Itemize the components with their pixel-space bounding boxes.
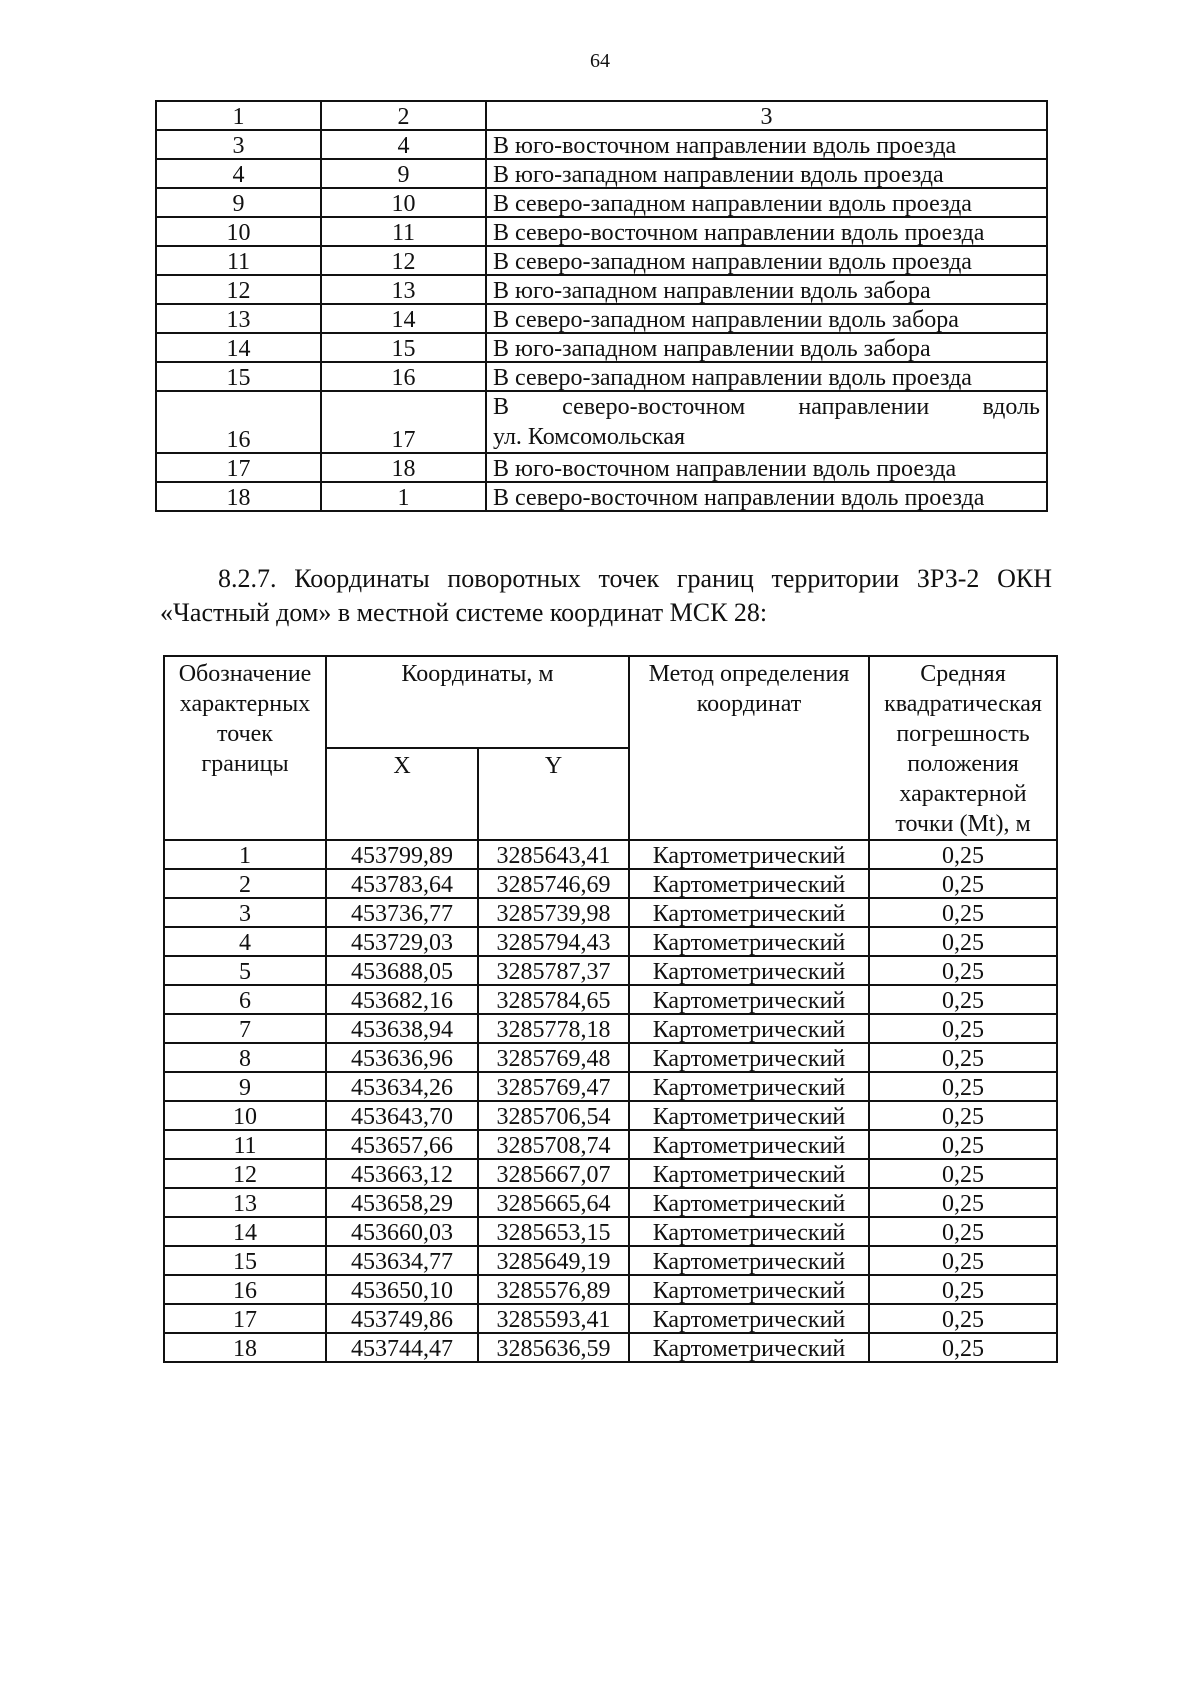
header-method: Метод определения координат	[629, 656, 869, 840]
y-coord: 3285593,41	[478, 1304, 629, 1333]
point-id: 18	[164, 1333, 326, 1362]
table-row	[156, 391, 1047, 453]
x-coord: 453744,47	[326, 1333, 478, 1362]
to-point: 16	[321, 362, 486, 391]
point-id: 1	[164, 840, 326, 869]
table-row	[156, 130, 1047, 159]
table-row	[164, 1246, 1057, 1275]
table-row	[164, 1043, 1057, 1072]
x-coord: 453799,89	[326, 840, 478, 869]
header-cell: 1	[156, 101, 321, 130]
description-line: В северо-восточном направлении вдоль	[493, 394, 1040, 420]
table-row	[156, 482, 1047, 511]
error: 0,25	[869, 869, 1057, 898]
x-coord: 453658,29	[326, 1188, 478, 1217]
x-coord: 453749,86	[326, 1304, 478, 1333]
point-id: 5	[164, 956, 326, 985]
y-coord: 3285653,15	[478, 1217, 629, 1246]
table-row	[156, 304, 1047, 333]
method: Картометрический	[629, 1333, 869, 1362]
error: 0,25	[869, 956, 1057, 985]
table-row	[164, 869, 1057, 898]
method: Картометрический	[629, 1275, 869, 1304]
table-row	[164, 1275, 1057, 1304]
method: Картометрический	[629, 1101, 869, 1130]
x-coord: 453634,26	[326, 1072, 478, 1101]
x-coord: 453638,94	[326, 1014, 478, 1043]
y-coord: 3285739,98	[478, 898, 629, 927]
from-point: 3	[156, 130, 321, 159]
y-coord: 3285769,47	[478, 1072, 629, 1101]
description: В юго-западном направлении вдоль проезда	[486, 159, 1047, 188]
point-id: 4	[164, 927, 326, 956]
point-id: 12	[164, 1159, 326, 1188]
method: Картометрический	[629, 1159, 869, 1188]
table-row	[156, 217, 1047, 246]
method: Картометрический	[629, 956, 869, 985]
table-row	[156, 188, 1047, 217]
to-point: 10	[321, 188, 486, 217]
point-id: 9	[164, 1072, 326, 1101]
point-id: 7	[164, 1014, 326, 1043]
y-coord: 3285769,48	[478, 1043, 629, 1072]
description: В юго-западном направлении вдоль забора	[486, 333, 1047, 362]
to-point: 14	[321, 304, 486, 333]
x-coord: 453636,96	[326, 1043, 478, 1072]
error: 0,25	[869, 840, 1057, 869]
table-row	[164, 840, 1057, 869]
table-row	[156, 333, 1047, 362]
point-id: 11	[164, 1130, 326, 1159]
method: Картометрический	[629, 1246, 869, 1275]
point-id: 15	[164, 1246, 326, 1275]
from-point: 14	[156, 333, 321, 362]
table-row	[164, 1333, 1057, 1362]
description: В северо-восточном направлении вдоль проезда	[486, 217, 1047, 246]
to-point: 18	[321, 453, 486, 482]
to-point: 17	[321, 391, 486, 453]
method: Картометрический	[629, 1188, 869, 1217]
header-error: Средняя квадратическая погрешность положения характерной точки (Mt), м	[869, 656, 1057, 840]
boundary-description-table	[155, 100, 1048, 512]
table-row	[164, 927, 1057, 956]
description: В северо-западном направлении вдоль проезда	[486, 362, 1047, 391]
table-row	[164, 1072, 1057, 1101]
description: В юго-восточном направлении вдоль проезда	[486, 453, 1047, 482]
x-coord: 453660,03	[326, 1217, 478, 1246]
to-point: 11	[321, 217, 486, 246]
point-id: 2	[164, 869, 326, 898]
y-coord: 3285649,19	[478, 1246, 629, 1275]
section-paragraph: 8.2.7. Координаты поворотных точек границ территории ЗРЗ-2 ОКН «Частный дом» в местной системе координат МСК 28:	[160, 564, 1052, 627]
y-coord: 3285794,43	[478, 927, 629, 956]
from-point: 12	[156, 275, 321, 304]
method: Картометрический	[629, 927, 869, 956]
method: Картометрический	[629, 869, 869, 898]
table-row	[156, 362, 1047, 391]
header-point: Обозначение характерных точек границы	[164, 656, 326, 840]
x-coord: 453663,12	[326, 1159, 478, 1188]
method: Картометрический	[629, 840, 869, 869]
to-point: 4	[321, 130, 486, 159]
x-coord: 453729,03	[326, 927, 478, 956]
error: 0,25	[869, 898, 1057, 927]
table-row	[164, 1130, 1057, 1159]
point-id: 17	[164, 1304, 326, 1333]
description: В юго-западном направлении вдоль забора	[486, 275, 1047, 304]
table-row	[156, 275, 1047, 304]
point-id: 10	[164, 1101, 326, 1130]
table-row	[164, 956, 1057, 985]
from-point: 18	[156, 482, 321, 511]
description: В северо-западном направлении вдоль забора	[486, 304, 1047, 333]
to-point: 15	[321, 333, 486, 362]
point-id: 3	[164, 898, 326, 927]
error: 0,25	[869, 1130, 1057, 1159]
method: Картометрический	[629, 985, 869, 1014]
description: В юго-восточном направлении вдоль проезда	[486, 130, 1047, 159]
from-point: 13	[156, 304, 321, 333]
point-id: 14	[164, 1217, 326, 1246]
point-id: 8	[164, 1043, 326, 1072]
error: 0,25	[869, 985, 1057, 1014]
x-coord: 453682,16	[326, 985, 478, 1014]
point-id: 16	[164, 1275, 326, 1304]
from-point: 9	[156, 188, 321, 217]
description-line: ул. Комсомольская	[493, 424, 686, 450]
y-coord: 3285576,89	[478, 1275, 629, 1304]
description: В северо-западном направлении вдоль проезда	[486, 188, 1047, 217]
x-coord: 453650,10	[326, 1275, 478, 1304]
table-row	[156, 246, 1047, 275]
error: 0,25	[869, 1246, 1057, 1275]
description	[486, 391, 1047, 453]
error: 0,25	[869, 1275, 1057, 1304]
error: 0,25	[869, 1188, 1057, 1217]
to-point: 13	[321, 275, 486, 304]
header-cell: 3	[486, 101, 1047, 130]
table-row	[156, 453, 1047, 482]
header-cell: 2	[321, 101, 486, 130]
table-row	[164, 985, 1057, 1014]
method: Картометрический	[629, 1043, 869, 1072]
x-coord: 453634,77	[326, 1246, 478, 1275]
table-row	[164, 1217, 1057, 1246]
x-coord: 453688,05	[326, 956, 478, 985]
x-coord: 453736,77	[326, 898, 478, 927]
page-number: 64	[590, 50, 610, 72]
table-row	[156, 159, 1047, 188]
table-row	[164, 898, 1057, 927]
to-point: 12	[321, 246, 486, 275]
x-coord: 453643,70	[326, 1101, 478, 1130]
method: Картометрический	[629, 1304, 869, 1333]
error: 0,25	[869, 1101, 1057, 1130]
header-coords: Координаты, м	[326, 656, 629, 748]
table-row	[164, 1159, 1057, 1188]
y-coord: 3285643,41	[478, 840, 629, 869]
y-coord: 3285708,74	[478, 1130, 629, 1159]
y-coord: 3285706,54	[478, 1101, 629, 1130]
table-row	[164, 1188, 1057, 1217]
y-coord: 3285784,65	[478, 985, 629, 1014]
table-row	[164, 1304, 1057, 1333]
from-point: 15	[156, 362, 321, 391]
method: Картометрический	[629, 1014, 869, 1043]
y-coord: 3285746,69	[478, 869, 629, 898]
x-coord: 453657,66	[326, 1130, 478, 1159]
from-point: 4	[156, 159, 321, 188]
from-point: 16	[156, 391, 321, 453]
from-point: 17	[156, 453, 321, 482]
table-row	[164, 1101, 1057, 1130]
to-point: 1	[321, 482, 486, 511]
error: 0,25	[869, 1333, 1057, 1362]
error: 0,25	[869, 1043, 1057, 1072]
table-header-row	[156, 101, 1047, 130]
table-row	[164, 1014, 1057, 1043]
coordinates-table	[163, 655, 1058, 1363]
description: В северо-восточном направлении вдоль проезда	[486, 482, 1047, 511]
x-coord: 453783,64	[326, 869, 478, 898]
y-coord: 3285778,18	[478, 1014, 629, 1043]
method: Картометрический	[629, 1130, 869, 1159]
y-coord: 3285787,37	[478, 956, 629, 985]
y-coord: 3285667,07	[478, 1159, 629, 1188]
error: 0,25	[869, 1217, 1057, 1246]
method: Картометрический	[629, 1072, 869, 1101]
header-y: Y	[478, 748, 629, 840]
error: 0,25	[869, 927, 1057, 956]
error: 0,25	[869, 1014, 1057, 1043]
y-coord: 3285636,59	[478, 1333, 629, 1362]
error: 0,25	[869, 1072, 1057, 1101]
description: В северо-западном направлении вдоль проезда	[486, 246, 1047, 275]
to-point: 9	[321, 159, 486, 188]
method: Картометрический	[629, 898, 869, 927]
from-point: 11	[156, 246, 321, 275]
header-x: X	[326, 748, 478, 840]
method: Картометрический	[629, 1217, 869, 1246]
point-id: 6	[164, 985, 326, 1014]
error: 0,25	[869, 1159, 1057, 1188]
point-id: 13	[164, 1188, 326, 1217]
y-coord: 3285665,64	[478, 1188, 629, 1217]
from-point: 10	[156, 217, 321, 246]
error: 0,25	[869, 1304, 1057, 1333]
